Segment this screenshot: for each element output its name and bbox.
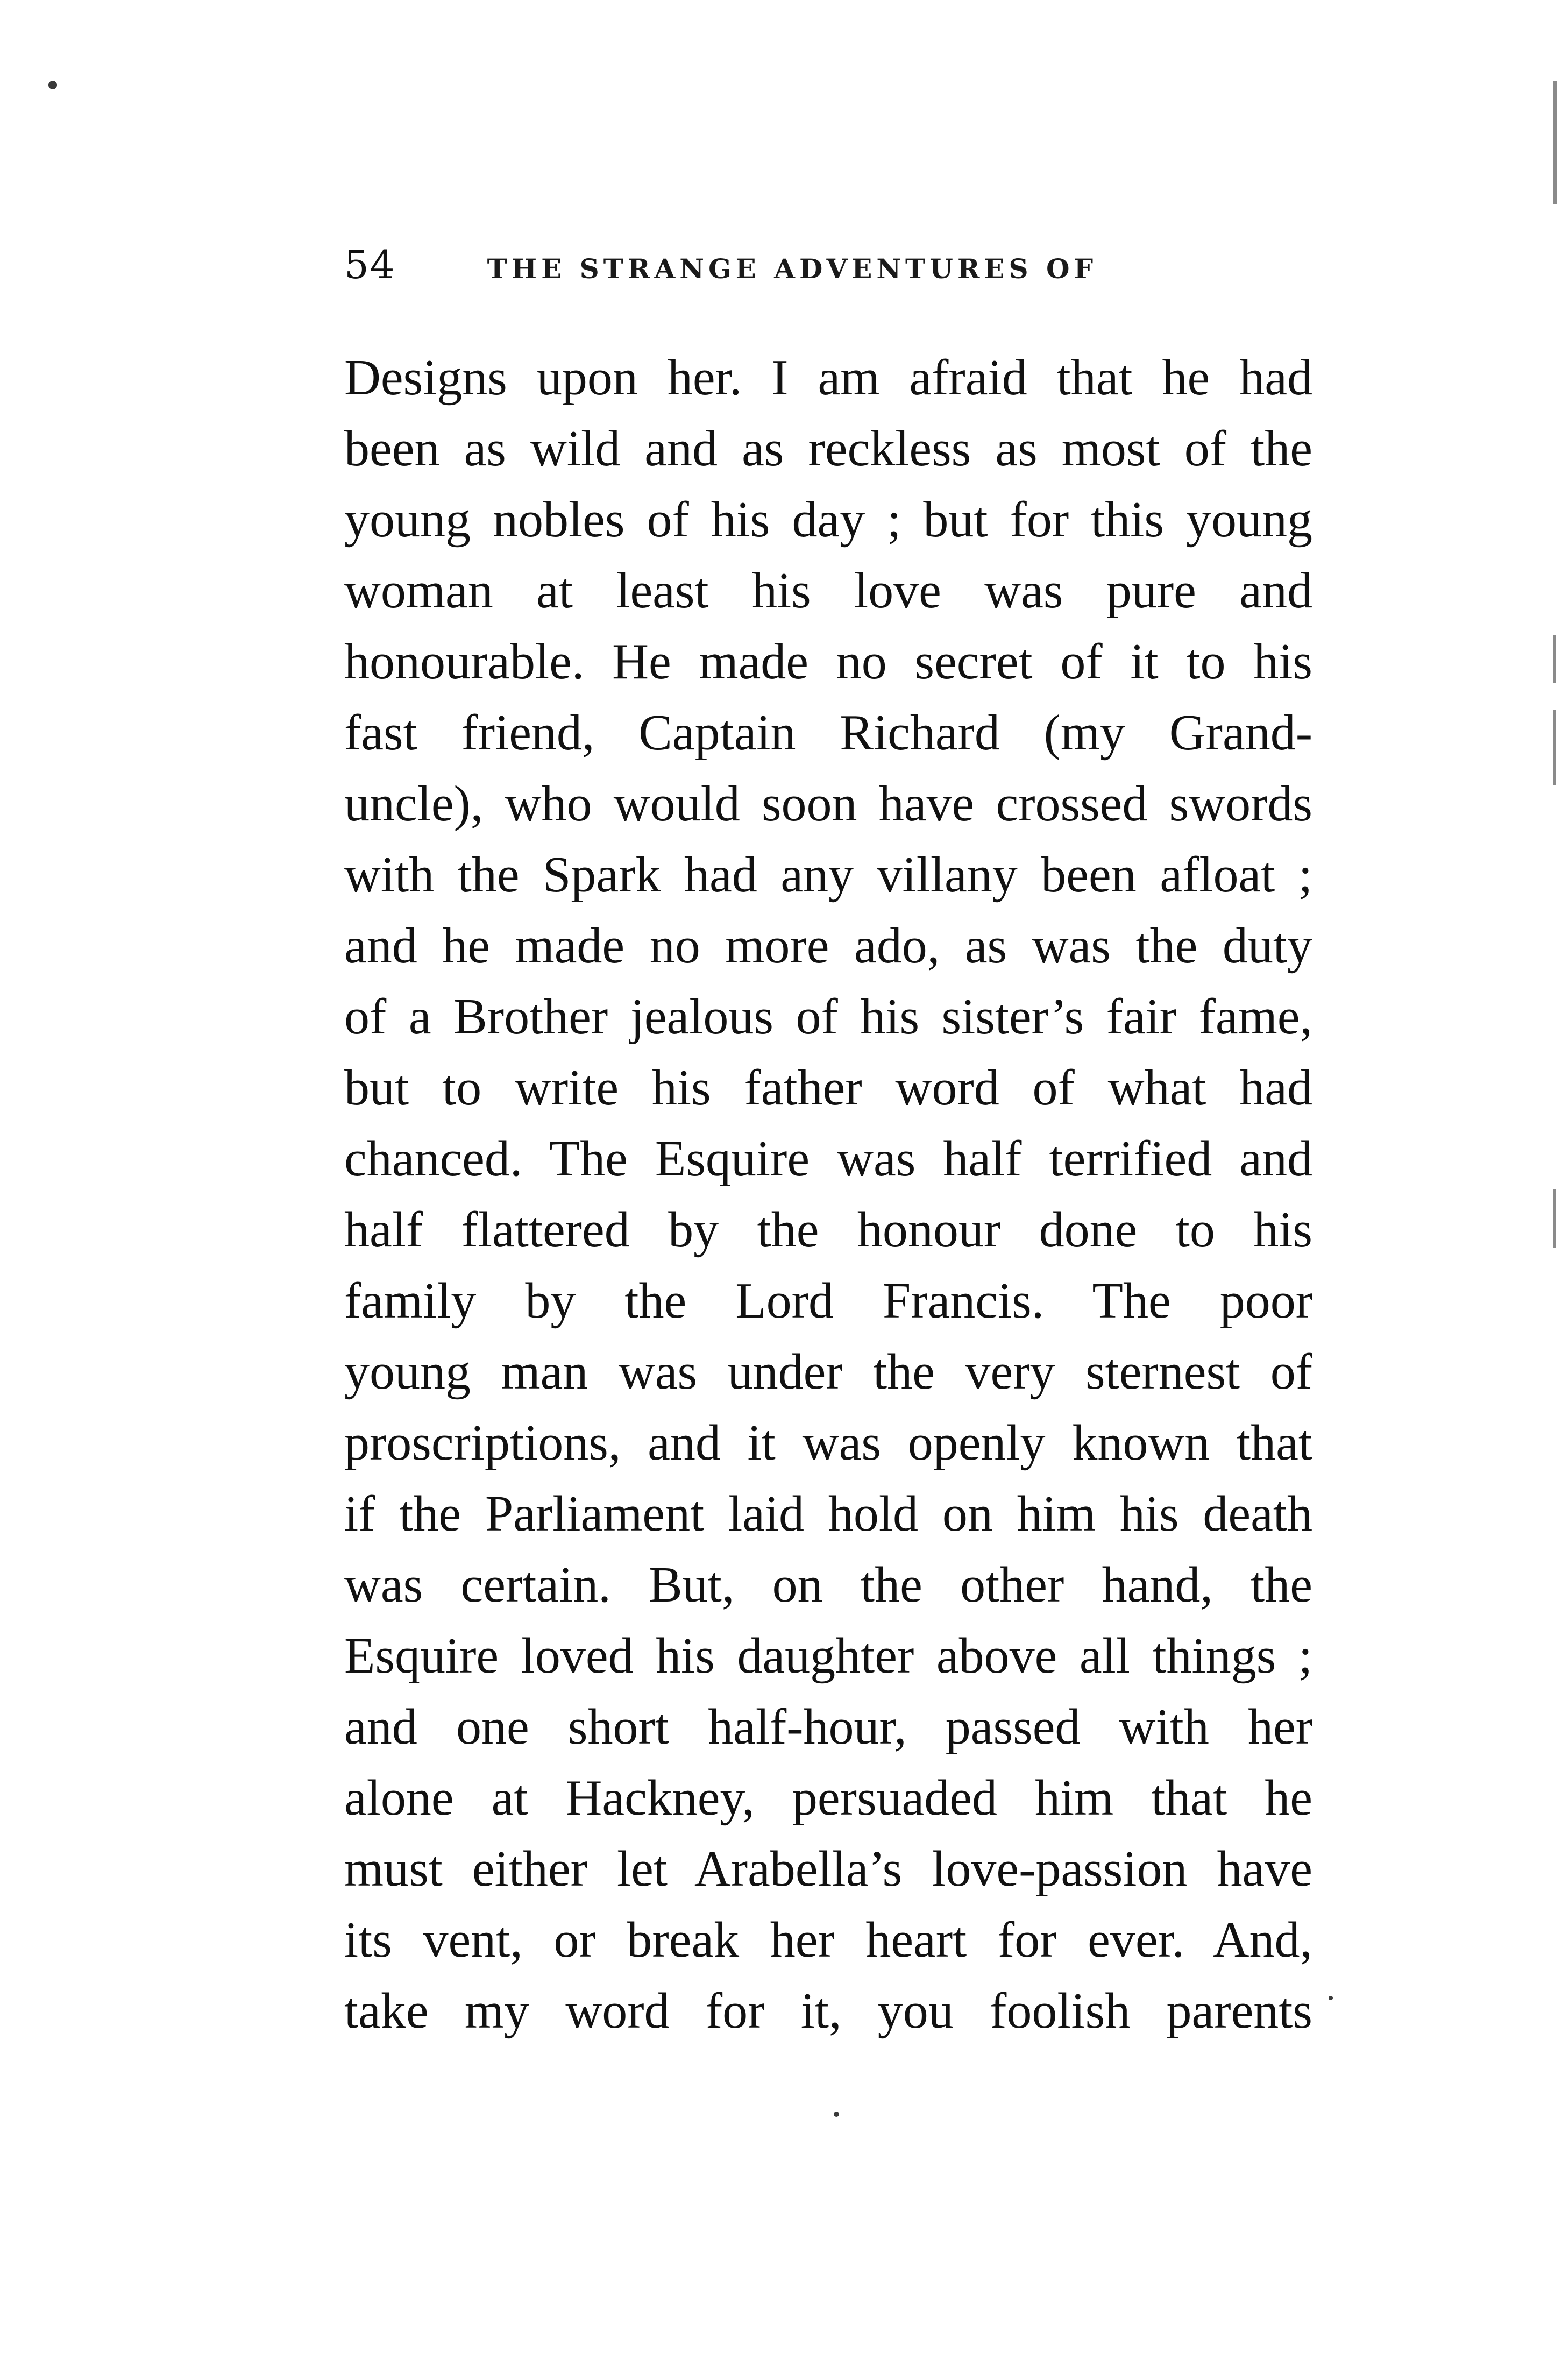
text-line: Esquire loved his daughter above all things ; [344, 1628, 1312, 1684]
text-line: uncle), who would soon have crossed swords [344, 776, 1312, 832]
ink-speck [1329, 1996, 1333, 2000]
page-edge-mark [1553, 710, 1556, 785]
text-line: young nobles of his day ; but for this young [344, 492, 1312, 548]
text-line: half flattered by the honour done to his [344, 1202, 1312, 1258]
page-edge-mark [1553, 81, 1557, 204]
text-line: if the Parliament laid hold on him his death [344, 1486, 1312, 1542]
text-line: Designs upon her. I am afraid that he had [344, 350, 1312, 406]
text-line: must either let Arabella’s love-passion have [344, 1841, 1312, 1897]
text-line: fast friend, Captain Richard (my Grand- [344, 705, 1312, 761]
running-header [344, 242, 1312, 296]
text-line: but to write his father word of what had [344, 1060, 1312, 1116]
text-line: take my word for it, you foolish parents [344, 1983, 1312, 2039]
text-line: woman at least his love was pure and [344, 563, 1312, 619]
page-number: 54 [344, 242, 396, 287]
text-line: been as wild and as reckless as most of the [344, 421, 1312, 477]
text-line: and he made no more ado, as was the duty [344, 918, 1312, 974]
text-line: young man was under the very sternest of [344, 1344, 1312, 1400]
text-line: of a Brother jealous of his sister’s fair fame, [344, 989, 1312, 1045]
text-line: family by the Lord Francis. The poor [344, 1273, 1312, 1329]
text-line: its vent, or break her heart for ever. And, [344, 1912, 1312, 1968]
body-text [344, 342, 1312, 2046]
text-line: proscriptions, and it was openly known that [344, 1415, 1312, 1471]
text-line: alone at Hackney, persuaded him that he [344, 1770, 1312, 1826]
text-line: was certain. But, on the other hand, the [344, 1557, 1312, 1613]
page-edge-mark [1553, 635, 1556, 683]
text-line: honourable. He made no secret of it to his [344, 634, 1312, 690]
running-title: THE STRANGE ADVENTURES OF [487, 253, 1098, 285]
text-line: chanced. The Esquire was half terrified and [344, 1131, 1312, 1187]
text-line: with the Spark had any villany been afloat ; [344, 847, 1312, 903]
page-edge-mark [1553, 1189, 1556, 1248]
ink-speck [834, 2112, 839, 2117]
ink-speck [48, 81, 57, 89]
text-line: and one short half-hour, passed with her [344, 1699, 1312, 1755]
